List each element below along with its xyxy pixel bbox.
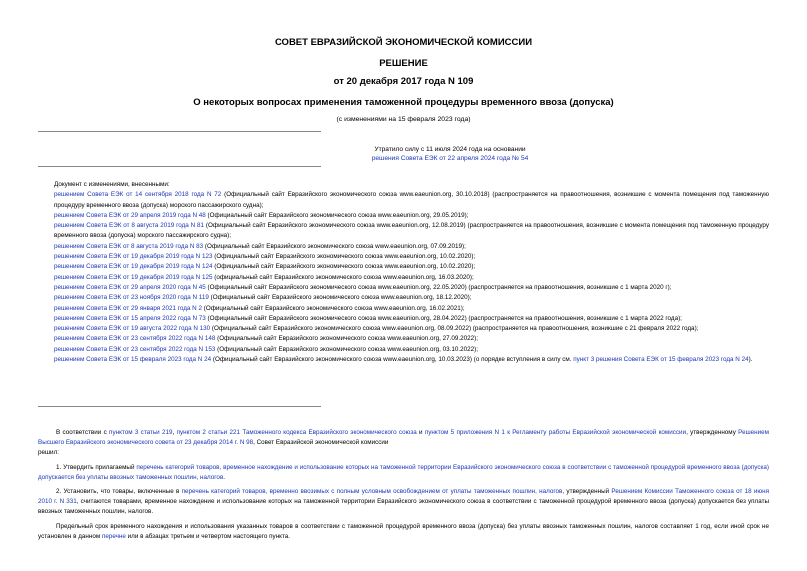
amendment-link[interactable]: решением Совета ЕЭК от 23 ноября 2020 года N 119 [54,294,209,302]
list-item: решением Совета ЕЭК от 23 ноября 2020 года N 119 (Официальный сайт Евразийского экономического союза www.eaeunion.org, 18.12.2020); [54,294,472,302]
amendment-link[interactable]: решением Совета ЕЭК от 15 апреля 2022 года N 73 [54,314,206,322]
list-item: решением Совета ЕЭК от 29 апреля 2020 года N 45 (Официальный сайт Евразийского экономического союза www.eaeunion.org, 22.05.2020) (распространяется на правоотношения, возникшие с 1 марта 2020 г); [54,283,672,291]
list-link[interactable]: перечень категорий товаров, временное нахождение и использование которых на таможенной территории Евразийского экономического союза в соответствии с таможенной процедурой временного ввоза (допуска) допускается без уплаты ввозных таможенных пошлин, налогов [38,463,769,481]
amendment-date-note: (с изменениями на 15 февраля 2023 года) [336,116,471,123]
list-item: решением Совета ЕЭК от 15 февраля 2023 года N 24 (Официальный сайт Евразийского экономического союза www.eaeunion.org, 10.03.2023) (о порядке вступления в силу см. пункт 3 решения Совета ЕЭК от 15 февраля 2023 года N 24). [54,356,753,364]
list-item: решением Совета ЕЭК от 19 декабря 2019 года N 125 (официальный сайт Евразийского экономического союза www.eaeunion.org, 16.03.2020); [54,273,474,281]
amendment-link[interactable]: решением Совета ЕЭК от 23 сентября 2022 года N 148 [54,335,216,343]
preamble-link[interactable]: пунктом 3 статьи 219 [109,429,173,436]
lost-force-text: Утратило силу с 11 июля 2024 года на основании [374,146,526,153]
amendment-link[interactable]: решением Совета ЕЭК от 8 августа 2019 года N 83 [54,242,204,250]
document-kind: РЕШЕНИЕ [379,58,428,69]
amendment-link[interactable]: решением Совета ЕЭК от 19 декабря 2019 года N 125 [54,273,213,281]
list-item: решением Совета ЕЭК от 29 апреля 2019 года N 48 (Официальный сайт Евразийского экономического союза www.eaeunion.org, 29.05.2019); [54,211,469,219]
list-item: решением Совета ЕЭК от 23 сентября 2022 года N 153 (Официальный сайт Евразийского экономического союза www.eaeunion.org, 03.10.2022); [54,345,479,353]
amendment-link[interactable]: решением Совета ЕЭК от 8 августа 2019 года N 81 [54,222,205,230]
document-title: О некоторых вопросах применения таможенной процедуры временного ввоза (допуска) [193,97,614,108]
list-item: решением Совета ЕЭК от 23 сентября 2022 года N 148 (Официальный сайт Евразийского экономического союза www.eaeunion.org, 27.09.2022); [54,335,479,343]
commission-decision-link[interactable]: Решением Комиссии Таможенного союза от 18 июня 2010 г. N 331 [38,488,769,506]
lost-force-link[interactable]: решения Совета ЕЭК от 22 апреля 2024 года № 54 [371,155,529,162]
entry-into-force-link[interactable]: пункт 3 решения Совета ЕЭК от 15 февраля 2023 года N 24 [573,356,749,364]
list-item: решением Совета ЕЭК от 15 апреля 2022 года N 73 (Официальный сайт Евразийского экономического союза www.eaeunion.org, 28.04.2022) (распространяется на правоотношения, возникшие с 1 марта 2022 года); [54,314,682,322]
list-link[interactable]: перечне [101,532,126,540]
preamble-link[interactable]: пунктом 5 приложения N 1 к Регламенту работы Евразийской экономической комиссии [424,429,687,436]
paragraph-2: 2. Установить, что товары, включенные в перечень категорий товаров, временно ввозимых с полным условным освобождением от уплаты таможенных пошлин, налогов, утвержденный Решением Комиссии Таможенного союза от 18 июня 2010 г. N 331, считаются товарами, временное нахождение и использование которых на таможенной территории Евразийского экономического союза в соответствии с таможенной процедурой временного ввоза (допуска) допускается без уплаты ввозных таможенных пошлин, налогов. [38,488,769,516]
separator-line [38,131,321,132]
amendments-intro: Документ с изменениями, внесенными: [54,181,170,188]
preamble-link[interactable]: пунктом 2 статьи 221 Таможенного кодекса Евразийского экономического союза [176,429,417,436]
list-item: решением Совета ЕЭК от 19 августа 2022 года N 130 (Официальный сайт Евразийского экономического союза www.eaeunion.org, 08.09.2022) (распространяется на правоотношения, возникшие с 21 февраля 2022 года); [54,325,699,333]
list-item: решением Совета ЕЭК от 14 сентября 2018 года N 72 (Официальный сайт Евразийского экономического союза www.eaeunion.org, 30.10.2018) (распространяется на правоотношения, возникшие с момента помещения под таможенную процедуру временного ввоза (допуска) морского пассажирского судна); [54,191,770,209]
amendment-link[interactable]: решением Совета ЕЭК от 29 апреля 2020 года N 45 [54,283,206,291]
amendment-link[interactable]: решением Совета ЕЭК от 29 января 2021 года N 2 [54,304,202,312]
resolved-word: решил: [38,449,59,457]
list-item: решением Совета ЕЭК от 8 августа 2019 года N 81 (Официальный сайт Евразийского экономического союза www.eaeunion.org, 12.08.2019) (распространяется на правоотношения, возникшие с момента помещения под таможенную процедуру временного ввоза (допуска) морского пассажирского судна); [54,222,769,240]
list-item: решением Совета ЕЭК от 29 января 2021 года N 2 (Официальный сайт Евразийского экономического союза www.eaeunion.org, 16.02.2021); [54,304,465,312]
preamble-link[interactable]: Решением Высшего Евразийского экономического совета от 23 декабря 2014 г. N 98 [38,429,769,447]
amendment-link[interactable]: решением Совета ЕЭК от 19 августа 2022 года N 130 [54,325,211,333]
amendments-list [38,180,769,365]
separator-line [38,166,321,167]
amendment-link[interactable]: решением Совета ЕЭК от 19 декабря 2019 года N 124 [54,263,213,271]
amendment-link[interactable]: решением Совета ЕЭК от 14 сентября 2018 года N 72 [54,191,222,199]
list-item: решением Совета ЕЭК от 19 декабря 2019 года N 123 (Официальный сайт Евразийского экономического союза www.eaeunion.org, 10.02.2020); [54,253,476,261]
separator-line [38,406,321,407]
amendment-link[interactable]: решением Совета ЕЭК от 15 февраля 2023 года N 24 [54,356,212,364]
list-item: решением Совета ЕЭК от 19 декабря 2019 года N 124 (Официальный сайт Евразийского экономического союза www.eaeunion.org, 10.02.2020); [54,263,476,271]
issuer-heading: СОВЕТ ЕВРАЗИЙСКОЙ ЭКОНОМИЧЕСКОЙ КОМИССИИ [274,37,533,48]
amendment-link[interactable]: решением Совета ЕЭК от 29 апреля 2019 года N 48 [54,211,206,219]
amendment-link[interactable]: решением Совета ЕЭК от 19 декабря 2019 года N 123 [54,253,213,261]
list-link[interactable]: перечень категорий товаров, временно ввозимых с полным условным освобождением от уплаты таможенных пошлин, налогов [181,488,563,496]
paragraph-3: Предельный срок временного нахождения и использования указанных товаров в соответствии с таможенной процедурой временного ввоза (допуска) без уплаты ввозных таможенных пошлин, налогов составляет 1 год, если иной срок не установлен в данном перечне или в абзацах третьем и четвертом настоящего пункта. [38,522,769,540]
preamble-paragraph: В соответствии с пунктом 3 статьи 219, пунктом 2 статьи 221 Таможенного кодекса Евразийского экономического союза и пунктом 5 приложения N 1 к Регламенту работы Евразийской экономической комиссии, утвержденному Решением Высшего Евразийского экономического совета от 23 декабря 2014 г. N 98, Совет Евразийской экономической комиссии [38,429,769,447]
lost-force-notice [300,145,600,163]
list-item: решением Совета ЕЭК от 8 августа 2019 года N 83 (Официальный сайт Евразийского экономического союза www.eaeunion.org, 07.09.2019); [54,242,466,250]
decision-body [38,428,769,542]
paragraph-1: 1. Утвердить прилагаемый перечень категорий товаров, временное нахождение и использование которых на таможенной территории Евразийского экономического союза в соответствии с таможенной процедурой временного ввоза (допуска) допускается без уплаты ввозных таможенных пошлин, налогов. [38,463,769,481]
document-date: от 20 декабря 2017 года N 109 [333,76,474,87]
amendment-link[interactable]: решением Совета ЕЭК от 23 сентября 2022 года N 153 [54,345,216,353]
